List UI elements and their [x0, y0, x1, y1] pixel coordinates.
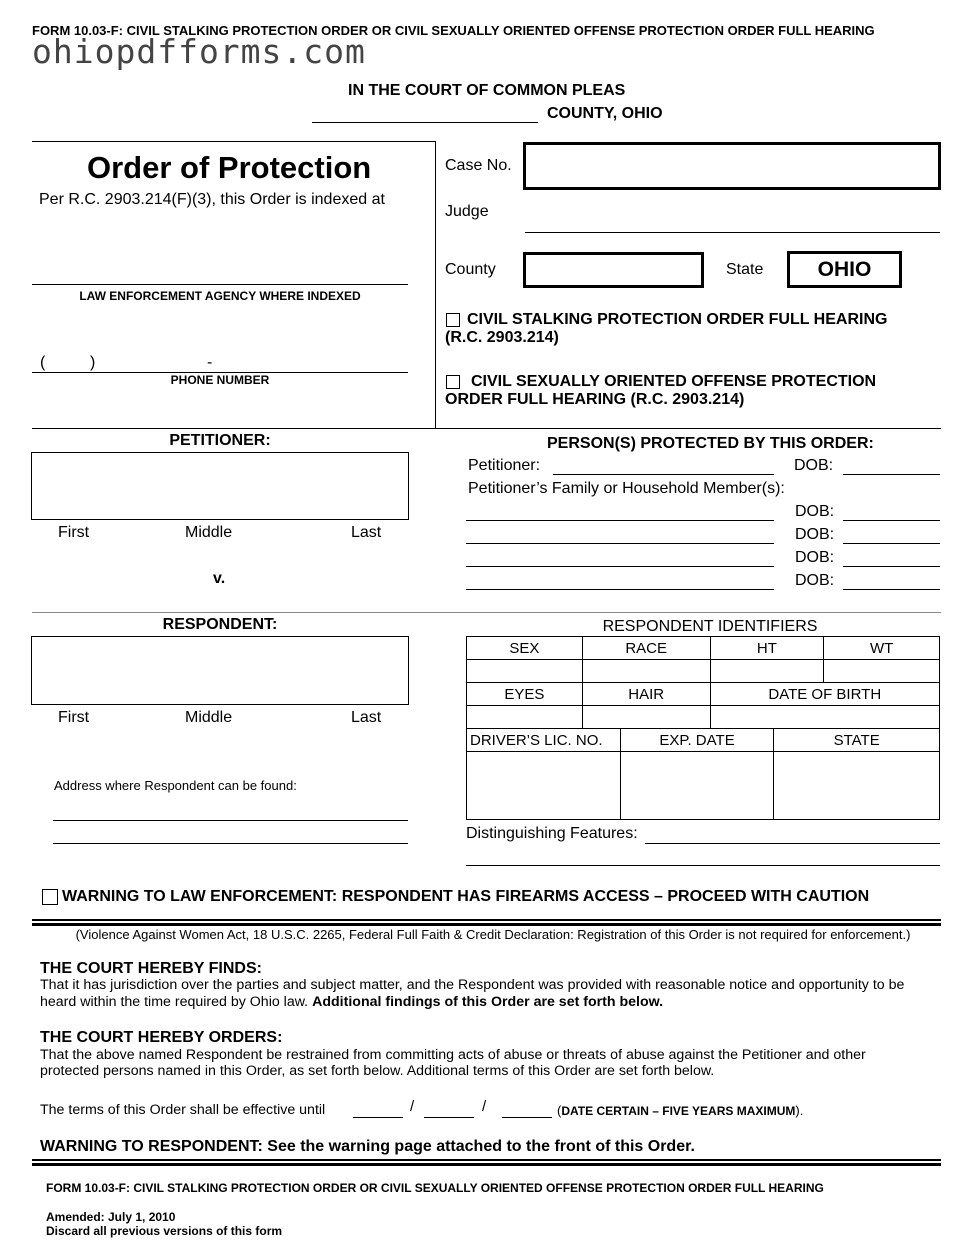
findings-plain: heard within the time required by Ohio law.: [40, 994, 309, 1010]
sex-input[interactable]: [467, 660, 583, 683]
form-title: FORM 10.03-F: CIVIL STALKING PROTECTION ORDER OR CIVIL SEXUALLY ORIENTED OFFENSE PROTECTION ORDER FULL HEARING: [32, 23, 875, 38]
petitioner-middle-label: Middle: [185, 524, 233, 541]
orders-text-2: protected persons named in this Order, as set forth below. Additional terms of this Order are set forth below.: [40, 1063, 715, 1079]
family-member-field[interactable]: [466, 589, 774, 590]
respondent-heading: RESPONDENT:: [162, 616, 278, 633]
address-line-2[interactable]: [53, 843, 408, 844]
paren-open: (: [557, 1103, 562, 1118]
effective-month-field[interactable]: [353, 1117, 403, 1118]
family-label: Petitioner’s Family or Household Member(s):: [468, 480, 785, 497]
phone-paren-open: (: [40, 354, 46, 371]
respondent-warning: WARNING TO RESPONDENT: See the warning page attached to the front of this Order.: [40, 1138, 695, 1155]
divider: [32, 428, 941, 429]
license-state-input[interactable]: [774, 752, 940, 820]
effective-label: The terms of this Order shall be effective until: [40, 1102, 326, 1118]
watermark: ohiopdfforms.com: [32, 32, 366, 71]
stalking-order-checkbox[interactable]: [446, 313, 460, 327]
address-label: Address where Respondent can be found:: [54, 778, 297, 793]
sexual-offense-order-checkbox[interactable]: [446, 375, 460, 389]
eyes-input[interactable]: [467, 706, 583, 729]
race-input[interactable]: [582, 660, 710, 683]
phone-paren-close: ): [90, 354, 96, 371]
dob-header: DATE OF BIRTH: [710, 683, 939, 706]
identifiers-table: [466, 636, 940, 729]
features-field-1[interactable]: [645, 843, 940, 844]
dob-label: DOB:: [795, 526, 835, 543]
orders-heading: THE COURT HEREBY ORDERS:: [40, 1029, 283, 1046]
family-dob-field[interactable]: [843, 589, 940, 590]
protected-petitioner-label: Petitioner:: [468, 457, 541, 474]
footer-form-title: FORM 10.03-F: CIVIL STALKING PROTECTION ORDER OR CIVIL SEXUALLY ORIENTED OFFENSE PROTECTION ORDER FULL HEARING: [46, 1181, 824, 1195]
divider: [32, 141, 436, 142]
respondent-first-label: First: [58, 709, 90, 726]
phone-dash: -: [207, 354, 213, 371]
case-no-label: Case No.: [445, 157, 512, 174]
agency-label: LAW ENFORCEMENT AGENCY WHERE INDEXED: [79, 289, 361, 303]
hair-header: HAIR: [582, 683, 710, 706]
indexed-text: Per R.C. 2903.214(F)(3), this Order is indexed at: [39, 191, 385, 208]
address-line-1[interactable]: [53, 820, 408, 821]
option1-line1: CIVIL STALKING PROTECTION ORDER FULL HEARING: [467, 311, 888, 328]
respondent-dob-input[interactable]: [710, 706, 939, 729]
option1-line2: (R.C. 2903.214): [445, 329, 559, 346]
divider: [435, 141, 436, 428]
eyes-header: EYES: [467, 683, 583, 706]
orders-text-1: That the above named Respondent be restrained from committing acts of abuse or threats of abuse against the Petitioner and other: [40, 1047, 866, 1063]
wt-header: WT: [824, 637, 940, 660]
date-slash: /: [482, 1098, 487, 1115]
family-dob-field[interactable]: [843, 566, 940, 567]
exp-date-header: EXP. DATE: [620, 729, 774, 752]
firearms-checkbox[interactable]: [42, 889, 58, 905]
court-line: IN THE COURT OF COMMON PLEAS: [348, 82, 626, 99]
ht-input[interactable]: [710, 660, 824, 683]
respondent-last-label: Last: [351, 709, 382, 726]
paren-close: ).: [795, 1103, 804, 1118]
divider: [32, 919, 941, 921]
petitioner-last-label: Last: [351, 524, 382, 541]
county-label: County: [445, 261, 496, 278]
state-label: State: [726, 261, 764, 278]
license-header: DRIVER’S LIC. NO.: [467, 729, 621, 752]
state-value-box: OHIO: [787, 251, 902, 288]
firearms-warning: WARNING TO LAW ENFORCEMENT: RESPONDENT HAS FIREARMS ACCESS – PROCEED WITH CAUTION: [62, 888, 870, 905]
ht-header: HT: [710, 637, 824, 660]
judge-label: Judge: [445, 203, 489, 220]
family-member-field[interactable]: [466, 543, 774, 544]
features-field-2[interactable]: [466, 865, 940, 866]
protected-petitioner-field[interactable]: [553, 474, 774, 475]
amended-date: Amended: July 1, 2010: [46, 1210, 176, 1224]
petitioner-dob-field[interactable]: [843, 474, 940, 475]
divider: [32, 1163, 941, 1166]
dob-label: DOB:: [795, 549, 835, 566]
family-member-field[interactable]: [466, 566, 774, 567]
petitioner-name-input[interactable]: [31, 452, 409, 520]
date-certain-text: DATE CERTAIN – FIVE YEARS MAXIMUM: [561, 1104, 796, 1118]
divider: [32, 612, 941, 613]
case-no-input[interactable]: [523, 142, 941, 190]
findings-text-2: [40, 994, 663, 1010]
respondent-middle-label: Middle: [185, 709, 233, 726]
features-label: Distinguishing Features:: [466, 825, 638, 842]
county-name-field[interactable]: [312, 122, 538, 123]
identifiers-heading: RESPONDENT IDENTIFIERS: [602, 618, 818, 635]
date-certain-note: [557, 1103, 803, 1118]
sex-header: SEX: [467, 637, 583, 660]
findings-bold: Additional findings of this Order are set forth below.: [312, 994, 664, 1010]
hair-input[interactable]: [582, 706, 710, 729]
respondent-name-input[interactable]: [31, 636, 409, 705]
order-title: Order of Protection: [87, 150, 372, 185]
discard-note: Discard all previous versions of this form: [46, 1224, 283, 1238]
judge-field[interactable]: [525, 232, 940, 233]
protected-heading: PERSON(S) PROTECTED BY THIS ORDER:: [547, 435, 874, 452]
license-state-header: STATE: [774, 729, 940, 752]
county-ohio-label: COUNTY, OHIO: [547, 105, 663, 122]
dob-label: DOB:: [794, 457, 834, 474]
petitioner-first-label: First: [58, 524, 90, 541]
county-input[interactable]: [523, 252, 704, 288]
agency-field[interactable]: [32, 284, 408, 285]
effective-year-field[interactable]: [502, 1117, 552, 1118]
findings-text-1: That it has jurisdiction over the parties and subject matter, and the Respondent was provided with reasonable notice and opportunity to be: [40, 977, 905, 993]
dob-label: DOB:: [795, 572, 835, 589]
license-table: [466, 728, 940, 820]
effective-day-field[interactable]: [424, 1117, 474, 1118]
divider: [32, 923, 941, 926]
family-member-field[interactable]: [466, 520, 774, 521]
race-header: RACE: [582, 637, 710, 660]
versus-label: v.: [213, 570, 226, 587]
option2-line2: ORDER FULL HEARING (R.C. 2903.214): [445, 391, 745, 408]
phone-label: PHONE NUMBER: [170, 373, 270, 387]
license-input[interactable]: [467, 752, 621, 820]
findings-heading: THE COURT HEREBY FINDS:: [40, 960, 262, 977]
wt-input[interactable]: [824, 660, 940, 683]
vawa-note: (Violence Against Women Act, 18 U.S.C. 2265, Federal Full Faith & Credit Declaration: Registration of this Order is not required for enforcement.): [75, 927, 911, 942]
family-dob-field[interactable]: [843, 520, 940, 521]
date-slash: /: [410, 1098, 415, 1115]
divider: [32, 1159, 941, 1161]
family-dob-field[interactable]: [843, 543, 940, 544]
exp-date-input[interactable]: [620, 752, 774, 820]
dob-label: DOB:: [795, 503, 835, 520]
option2-line1: CIVIL SEXUALLY ORIENTED OFFENSE PROTECTION: [471, 373, 877, 390]
petitioner-heading: PETITIONER:: [169, 432, 271, 449]
